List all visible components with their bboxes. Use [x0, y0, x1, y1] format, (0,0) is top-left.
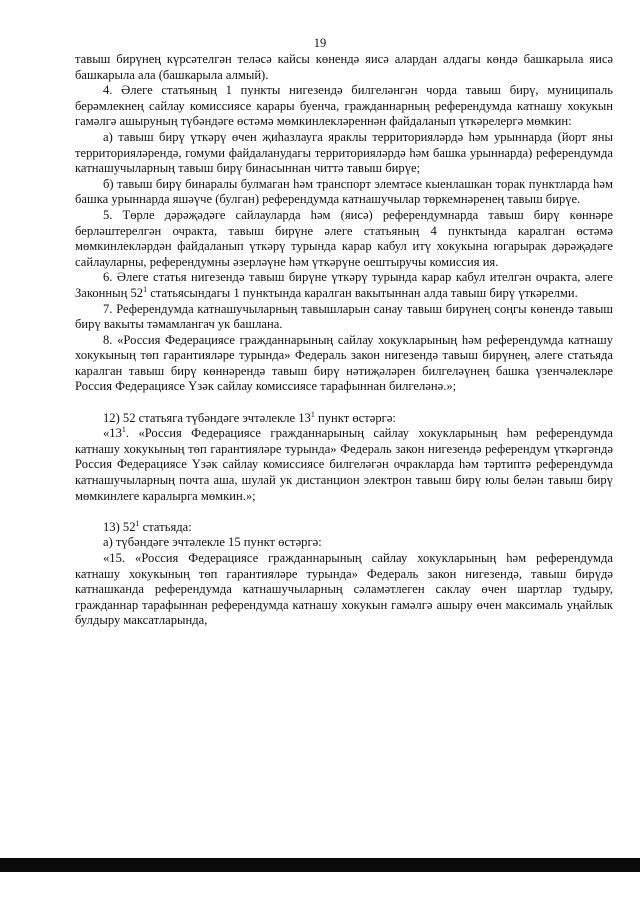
paragraph-item-5: 5. Төрле дәрәҗәдәге сайлауларда һәм (яисә) референдумнарда тавыш бирү көннәре берләштерелгән очракта, тавыш бирүне әлеге статьяның 4 пунктында каралган өстәмә мөмкинлекләрдән файдаланып үткәрү турында карар кабул итү хокукына югарырак дәрәҗәдәге сайлауларны, референдумны әзерләүне һәм үткәрүне оештыручы комиссия ия. — [75, 207, 613, 269]
paragraph-subitem-a-add-15: а) түбәндәге эчтәлекле 15 пункт өстәргә: — [103, 535, 322, 550]
page-number: 19 — [313, 36, 327, 50]
scan-bottom-edge — [0, 858, 640, 872]
paragraph-item-7: 7. Референдумда катнашучыларның тавышларын санау тавыш бирүнең соңгы көнендә тавыш бирү вакыты тәмамлангач ук башлана. — [75, 301, 613, 332]
paragraph-subitem-a: а) тавыш бирү үткәрү өчен җиһазлауга яраклы территорияләрдә һәм урыннарда (йорт яны территорияләрендә, гомуми файдаланудагы территорияләрдә һәм башка урыннарда) референдумда катнашучыларның тавыш бирү бинасыннан читтә тавыш бирүе; — [75, 129, 613, 176]
paragraph-item-6: 6. Әлеге статья нигезендә тавыш бирүне үткәрү турында карар кабул ителгән очракта, әлеге Законның $52^1$ статьясындагы 1 пунктында каралган вакытыннан алда тавыш бирү үткәрелми. — [75, 270, 613, 300]
paragraph-subitem-b: б) тавыш бирү бинаралы булмаган һәм транспорт элемтәсе кыенлашкан торак пунктларда һәм башка урыннарда яшәүче (булган) референдумда катнашучылар төркемнәренең тавыш бирүе. — [75, 176, 613, 207]
paragraph-item-13-1: «$13^1$. «Россия Федерациясе гражданнарының сайлау хокукларының һәм референдумда катнашу хокукының төп гарантияләре турында» Федераль закон нигезендә референдум үткәргәндә Россия Федерациясе Үзәк сайлау комиссиясе билгеләгән очракларда һәм тәртиптә референдумда катнашучыларның почта аша, шулай ук дистанцион электрон тавыш бирү юлы белән тавыш бирү мөмкинлеге каралырга мөмкин.»; — [75, 425, 613, 503]
document-body — [75, 52, 613, 629]
paragraph-item-15: «15. «Россия Федерациясе гражданнарының сайлау хокукларының һәм референдумда катнашу хокукының төп гарантияләре турында» Федераль закон нигезендә, тавыш бирүдә катнашканда референдумда катнашучыларның сәламәтлеген саклау өчен шартлар тудыру, гражданнар тарафыннан референдумда катнашу хокукын гамәлгә ашыру өчен максималь уңайлык булдыру максатларында, — [75, 551, 613, 628]
paragraph-amendment-13: 13) $52^1$ статьяда: — [103, 518, 192, 534]
paragraph-amendment-12: 12) 52 статьяга түбәндәге эчтәлекле $13^1$ пункт өстәргә: — [103, 409, 396, 425]
paragraph-item-4: 4. Әлеге статьяның 1 пункты нигезендә билгеләнгән чорда тавыш бирү, муниципаль берәмлекнең сайлау комиссиясе карары буенча, гражданнарның референдумда катнашу хокукын гамәлгә ашыруның түбәндәге өстәмә мөмкинлекләреннән файдаланып үткәрелергә мөмкин: — [75, 83, 613, 129]
paragraph-continuation: тавыш бирүнең күрсәтелгән теләсә кайсы көнендә яисә алардан алдагы көндә башкарыла яисә башкарыла ала (башкарыла алмый). — [75, 52, 613, 82]
paragraph-item-8: 8. «Россия Федерациясе гражданнарының сайлау хокукларының һәм референдумда катнашу хокукының төп гарантияләре турында» Федераль закон нигезендә тавыш бирүнең, әлеге статьяда каралган тавыш бирү көннәрендә тавыш бирү нәтиҗәләрен билгеләүнең башка үзенчәлекләре Россия Федерациясе Үзәк сайлау комиссиясе тарафыннан билгеләнә.»; — [75, 332, 613, 394]
